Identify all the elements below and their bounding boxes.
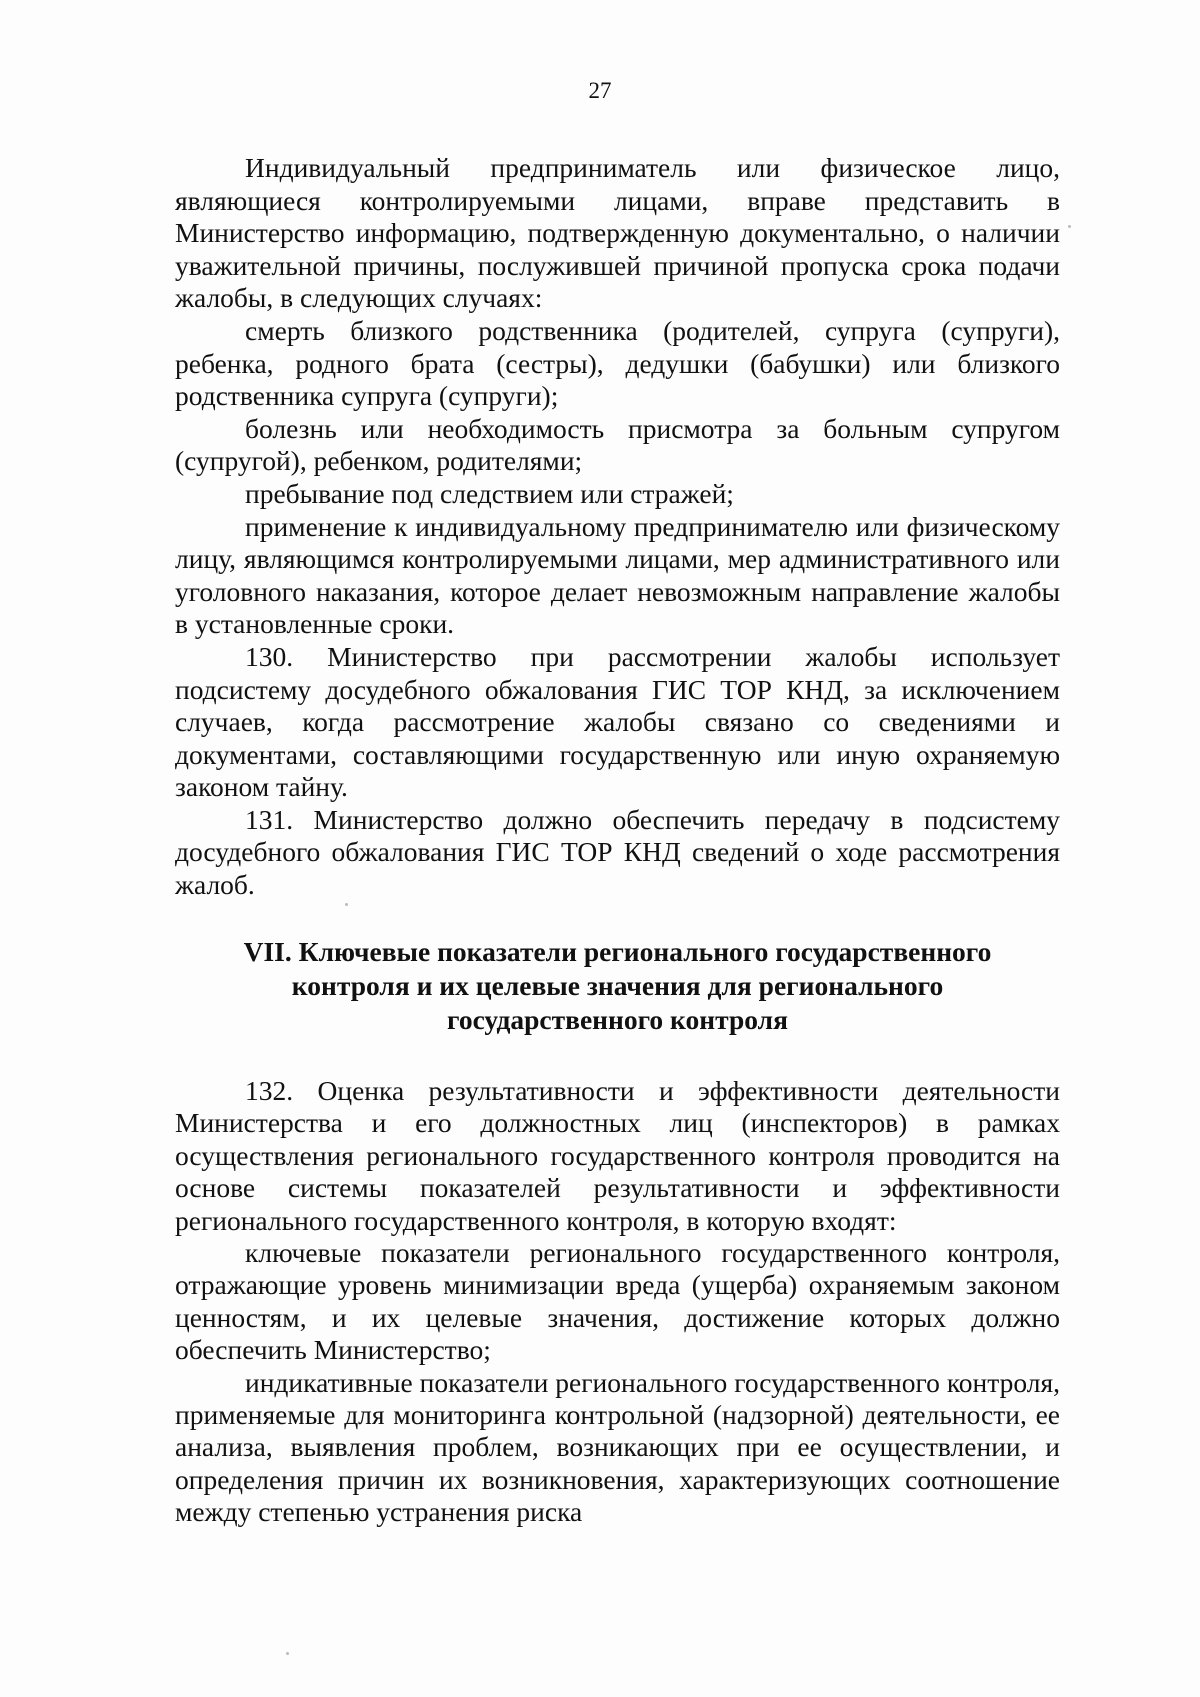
scan-speck <box>286 1652 289 1655</box>
paragraph-death-of-relative: смерть близкого родственника (родителей, супруга (супруги), ребенка, родного брата (сестры), дедушки (бабушки) или близкого родственника супруга (супруги); <box>175 314 1060 412</box>
section-heading-line-2: контроля и их целевые значения для регионального <box>291 970 944 1001</box>
paragraph-indicative-indicators: индикативные показатели регионального государственного контроля, применяемые для мониторинга контрольной (надзорной) деятельности, ее анализа, выявления проблем, возникающих при ее осуществлении, и определения причин их возникновения, характеризующих соотношение между степенью устранения риска <box>175 1366 1060 1528</box>
body-text-lower <box>175 1075 1060 1529</box>
paragraph-punishment: применение к индивидуальному предпринимателю или физическому лицу, являющимся контролируемыми лицами, мер административного или уголовного наказания, которое делает невозможным направление жалобы в установленные сроки. <box>175 510 1060 640</box>
body-text-upper <box>175 152 1060 902</box>
page-number: 27 <box>588 78 612 103</box>
paragraph-investigation: пребывание под следствием или стражей; <box>245 477 734 509</box>
paragraph-132: 132. Оценка результативности и эффективности деятельности Министерства и его должностных лиц (инспекторов) в рамках осуществления регионального государственного контроля проводится на основе системы показателей результативности и эффективности регионального государственного контроля, в которую входят: <box>175 1075 1060 1236</box>
section-heading-line-3: государственного контроля <box>447 1004 788 1035</box>
paragraph-key-indicators: ключевые показатели регионального государственного контроля, отражающие уровень минимизации вреда (ущерба) охраняемым законом ценностям, и их целевые значения, достижение которых должно обеспечить Министерство; <box>175 1237 1060 1366</box>
paragraph-130: 130. Министерство при рассмотрении жалобы использует подсистему досудебного обжалования ГИС ТОР КНД, за исключением случаев, когда рассмотрение жалобы связано со сведениями и документами, составляющими государственную или иную охраняемую законом тайну. <box>175 640 1060 803</box>
scan-speck <box>1068 225 1071 228</box>
paragraph-illness: болезнь или необходимость присмотра за больным супругом (супругой), ребенком, родителями; <box>175 412 1060 477</box>
scan-speck <box>345 903 348 906</box>
paragraph-valid-reasons-intro: Индивидуальный предприниматель или физическое лицо, являющиеся контролируемыми лицами, вправе представить в Министерство информацию, подтвержденную документально, о наличии уважительной причины, послужившей причиной пропуска срока подачи жалобы, в следующих случаях: <box>175 152 1060 314</box>
section-heading <box>175 935 1060 1037</box>
paragraph-131: 131. Министерство должно обеспечить передачу в подсистему досудебного обжалования ГИС ТОР КНД сведений о ходе рассмотрения жалоб. <box>175 803 1060 901</box>
section-heading-line-1: VII. Ключевые показатели регионального государственного <box>243 936 992 967</box>
